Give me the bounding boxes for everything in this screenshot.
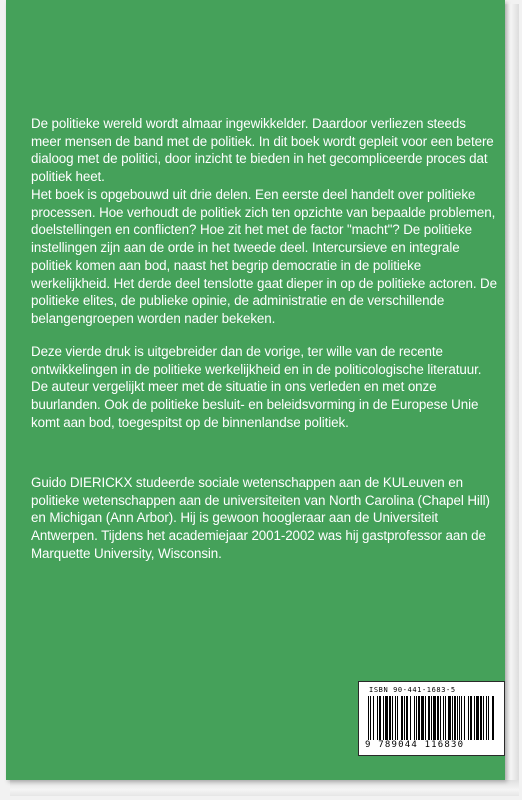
isbn-label: ISBN 90-441-1683-5 bbox=[369, 686, 456, 694]
blurb-paragraph-intro: De politieke wereld wordt almaar ingewikkelder. Daardoor verliezen steeds meer mensen de band met de politiek. In dit boek wordt gepleit voor een betere dialoog met de politici, door inzicht te bieden in het gecompliceerde proces dat politiek heet. bbox=[31, 116, 494, 185]
page-block-bottom bbox=[10, 780, 519, 796]
page-block-edge bbox=[505, 4, 519, 794]
blurb-paragraph-structure: Het boek is opgebouwd uit drie delen. Een eerste deel handelt over politieke processen. Hoe verhoudt de politiek zich ten opzichte van bepaalde problemen, doelstellingen en conflicten? Hoe zit het met de factor "macht"? De politieke instellingen zijn aan de orde in het tweede deel. Intercursieve en integrale politiek komen aan bod, naast het begrip democratie in de politieke werkelijkheid. Het derde deel tenslotte gaat dieper in op de politieke actoren. De politieke elites, de publieke opinie, de administratie en de verschillende belangengroepen worden nader bekeken. bbox=[31, 187, 497, 326]
blurb-paragraph-edition: Deze vierde druk is uitgebreider dan de vorige, ter wille van de recente ontwikkelingen in de politieke werkelijkheid en in de politicologische literatuur. De auteur vergelijkt meer met de situatie in ons verleden en met onze buurlanden. Ook de politieke besluit- en beleidsvorming in de Europese Unie komt aan bod, toegespitst op de binnenlandse politiek. bbox=[31, 344, 482, 430]
author-bio: Guido DIERICKX studeerde sociale wetenschappen aan de KULeuven en politieke wetenschappen aan de universiteiten van North Carolina (Chapel Hill) en Michigan (Ann Arbor). Hij is gewoon hoogleraar aan de Universiteit Antwerpen. Tijdens het academiejaar 2001-2002 was hij gastprofessor aan de Marquette University, Wisconsin. bbox=[31, 475, 490, 561]
barcode-digits: 9 789044 116830 bbox=[365, 740, 465, 750]
barcode-icon bbox=[366, 696, 497, 740]
isbn-barcode-box bbox=[358, 681, 505, 756]
